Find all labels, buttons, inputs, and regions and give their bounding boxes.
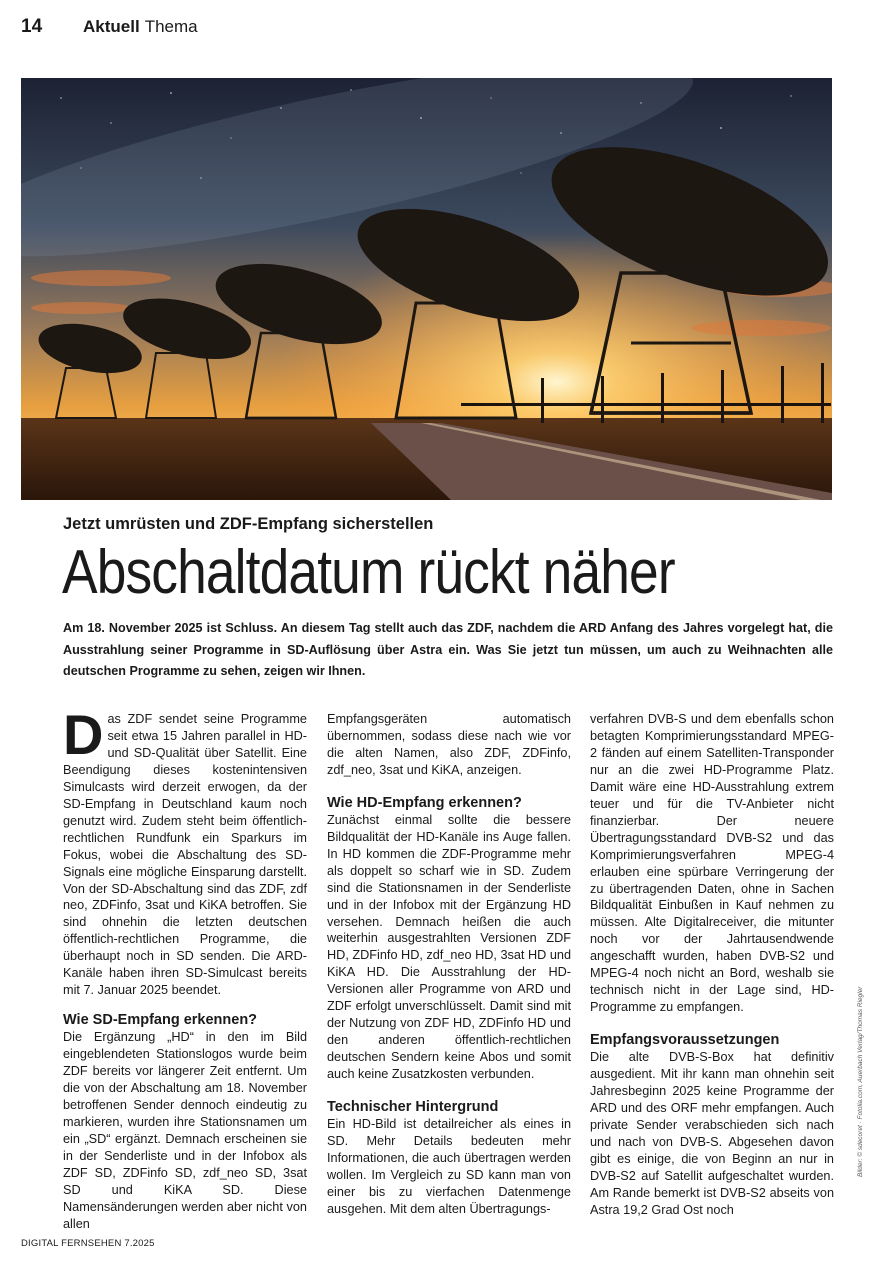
paragraph-tech-cont: verfahren DVB-S und dem ebenfalls schon betagten Komprimierungsstandard MPEG-2 fänden auf einem Satelliten-Transponder nur an die zwei HD-Programme Platz. Damit wäre eine HD-Ausstrahlung extrem teuer und für die TV-Anbieter nicht finanzierbar. Der neuere Übertragungsstandard DVB-S2 und das Komprimierungsverfahren MPEG-4 erlauben eine spürbare Verringerung der zu übertragenden Daten, ohne in Sachen Bildqualität Einbußen in Kauf nehmen zu müssen. Alte Digitalreceiver, die mitunter noch vor der Jahrtausendwende angeschafft wurden, haben DVB-S2 und MPEG-4 noch nicht an Bord, weshalb sie technisch nicht in der Lage sind, HD-Programme zu empfangen. — [590, 712, 834, 1015]
paragraph-reception: Die alte DVB-S-Box hat definitiv ausgedient. Mit ihr kann man ohnehin seit Jahresbeginn 2025 keine Programme der ARD und des ORF mehr empfangen. Auch private Sender verabschieden sich nach und nach von DVB-S. Abgesehen davon gibt es einige, die von Beginn an nur in DVB-S2 auf Satellit aufgeschaltet wurden. Am Rande bemerkt ist DVB-S2 abseits von Astra 19,2 Grad Ost noch — [590, 1050, 834, 1217]
magazine-footer: DIGITAL FERNSEHEN 7.2025 — [21, 1238, 155, 1249]
subheading-reception: Empfangsvoraussetzungen — [590, 1032, 780, 1049]
article-headline: Abschaltdatum rückt näher — [62, 538, 675, 607]
subheading-hd: Wie HD-Empfang erkennen? — [327, 794, 522, 811]
intro-text: as ZDF sendet seine Programme seit etwa 15 Jahren parallel in HD- und SD-Qualität über Satellit. Eine Beendigung dieses kostenintensiven Simulcasts wird derzeit erwogen, da der SD-Empfang in Deutschland kaum noch genutzt wird. Zudem steht beim öffentlich-rechtlichen Rundfunk ein Sparkurs im Fokus, wobei die Abschaltung des SD-Signals eine mögliche Einsparung darstellt. Von der SD-Abschaltung sind das ZDF, zdf neo, ZDFinfo, 3sat und KiKA betroffen. Sie sind ohnehin die letzten deutschen öffentlich-rechtlichen Programme, die überhaupt noch in SD senden. Die ARD-Kanäle haben ihren SD-Simulcast bereits mit 7. Januar 2025 beendet. — [63, 712, 307, 998]
dropcap: D — [63, 703, 104, 766]
paragraph-tech: Ein HD-Bild ist detailreicher als eines in SD. Mehr Details bedeuten mehr Informationen, die auch übertragen werden wollen. Im Vergleich zu SD kann man von einer bis zu vierfachen Datenmenge ausgehen. Mit dem alten Übertragungs- — [327, 1117, 571, 1216]
hero-image — [21, 78, 832, 500]
paragraph-sd-cont: Empfangsgeräten automatisch übernommen, sodass diese nach wie vor die alten Namen, also ZDF, ZDFinfo, zdf_neo, 3sat und KiKA, anzeigen. — [327, 712, 571, 777]
page-number: 14 — [21, 16, 43, 37]
topic-label: Thema — [144, 17, 198, 36]
section-label: Aktuell — [83, 17, 140, 36]
page-header — [21, 16, 198, 42]
paragraph-intro — [63, 703, 307, 999]
subheading-tech: Technischer Hintergrund — [327, 1099, 499, 1116]
photo-credit: Bilder: © sdecoret · Fotolia.com, Auerbach Verlag/Thomas Riegler — [857, 986, 864, 1177]
paragraph-sd: Die Ergänzung „HD“ in den im Bild eingeblendeten Stationslogos wurde beim ZDF bereits vor längerer Zeit entfernt. Um die von der Abschaltung am 18. November betroffenen Sender dennoch eindeutig zu markieren, wurden ihre Stationsnamen um ein „SD“ ergänzt. Demnach erscheinen sie in der Senderliste und in der Infobox als ZDF SD, ZDFinfo SD, zdf_neo SD, 3sat SD und KiKA SD. Diese Namensänderungen werden aber nicht von allen — [63, 1030, 307, 1231]
article-kicker: Jetzt umrüsten und ZDF-Empfang sicherstellen — [63, 515, 434, 533]
column-1 — [63, 703, 307, 1233]
subheading-sd: Wie SD-Empfang erkennen? — [63, 1012, 258, 1029]
column-2 — [327, 711, 571, 1218]
paragraph-hd: Zunächst einmal sollte die bessere Bildqualität der HD-Kanäle ins Auge fallen. In HD kommen die ZDF-Programme mehr als doppelt so scharf wie in SD. Zudem sind die Stationsnamen in der Senderliste und in der Infobox mit der Ergänzung HD versehen. Demnach heißen die auch weiterhin ausgestrahlten Versionen ZDF HD, ZDFinfo HD, zdf_neo HD, 3sat HD und KiKA HD. Die Ausstrahlung der HD-Versionen aller Programme von ARD und ZDF erfolgt unverschlüsselt. Damit sind mit der Nutzung von ZDF HD, ZDFinfo HD und den anderen öffentlich-rechtlichen deutschen Sendern keine Abos und somit auch keine Zusatzkosten verbunden. — [327, 812, 571, 1082]
article-lead: Am 18. November 2025 ist Schluss. An diesem Tag stellt auch das ZDF, nachdem die ARD Anfang des Jahres vorgelegt hat, die Ausstrahlung seiner Programme in SD-Auflösung über Astra ein. Was Sie jetzt tun müssen, um auch zu Weihnachten alle deutschen Programme zu sehen, zeigen wir Ihnen. — [63, 621, 833, 678]
satellite-dishes-photo — [21, 78, 832, 500]
column-3 — [590, 711, 834, 1219]
